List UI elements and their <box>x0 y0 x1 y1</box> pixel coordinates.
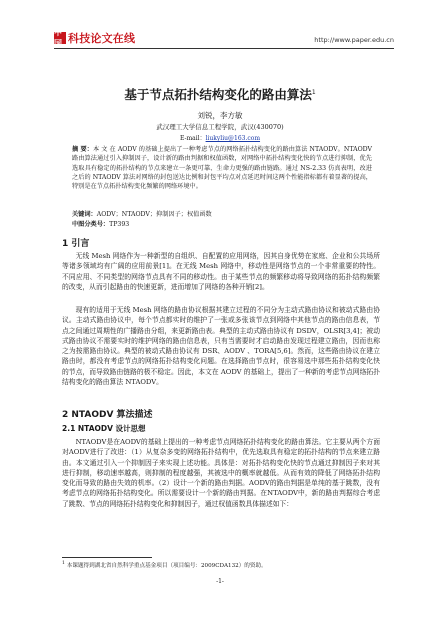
footnote-text: 本课题得到湖北省自然科学重点基金项目（项目编号：2009CDA132）的资助。 <box>66 563 267 569</box>
section-heading-intro: 1 引言 <box>62 239 90 249</box>
clc-label: 中图分类号： <box>72 221 110 228</box>
paper-title <box>0 85 440 103</box>
email-label: E-mail： <box>179 135 206 142</box>
logo-text: 科技论文在线 <box>68 32 136 45</box>
design-paragraph: NTAODV是在AODV的基础上提出的一种考虑节点网络拓扑结构变化的路由算法。它主要从两个方面对AODV进行了改进：（1）从复杂多变的网络拓扑结构中，优先选取具有稳定的拓扑结构的节点来建立路由。本文通过引入一个抑制因子来实现上述功能。具体是：对拓扑结构变化快的节点通过抑制因子来对其进行抑制，移动速率越高，则抑制的程度越强，其被选中的概率就越低。从而有效的降低了网络拓扑结构变化而导致的路由失效的机率。（2）设计一个新的路由判据。AODV的路由判据是单纯的基于跳数，没有考虑节点的网络拓扑结构变化。所以需要设计一个新的路由判据。在NTAODV中，新的路由判据综合考虑了跳数、节点的网络拓扑结构变化和抑制因子，通过权值函数具体描述如下： <box>62 438 380 508</box>
intro-paragraph-2: 现有的适用于无线 Mesh 网络的路由协议根据其建立过程的不同分为主动式路由协议和被动式路由协议。主动式路由协议中，每个节点都实时的维护了一张或多张该节点到网络中其他节点的路由信息表，节点之间通过周期性的广播路由分组，来更新路由表。典型的主动式路由协议有 DSDV，OLSR[3,4]；被动式路由协议不需要实时的维护网络的路由信息表，只有当需要时才启动路由发现过程建立路由，因而也称之为按需路由协议。典型的被动式路由协议有 DSR、AODV 、TORA[5,6]。然而，这些路由协议在建立路由时，都没有考虑节点的网络拓扑结构变化问题。在选择路由节点时，很容易选中那些拓扑结构变化快的节点，而导致路由链路的极不稳定。因此，本文在 AODV 的基础上，提出了一种新的考虑节点网络拓扑结构变化的路由算法 NTAODV。 <box>62 306 380 387</box>
keywords-text: AODV；NTAODV；抑制因子；权值函数 <box>96 211 212 218</box>
footnote <box>62 561 380 569</box>
keywords-label: 关键词： <box>72 211 97 218</box>
classification <box>72 219 372 228</box>
header-divider <box>54 48 394 49</box>
logo-mark-icon: 中国 <box>54 32 66 44</box>
abstract-text: 本 文 在 AODV 的基础上提出了一种考虑节点的网络拓扑结构变化的路由算法 NTAODV。NTAODV 路由算法通过引入抑制因子，设计新的路由判据和权值函数，对网络中拓扑结构变化快的节点进行抑制，优先选取具有稳定的拓扑结构的节点来建立一条更可靠、生命力更强的路由链路。通过 NS-2.33 仿真表明，改进之后的 NTAODV 算法对网络的封包送达比例和封包平均点对点延迟时间这两个性能指标都有着显著的提高，特别是在节点拓扑结构变化频繁的网络环境中。 <box>72 146 373 191</box>
abstract-label: 摘 要： <box>72 146 93 153</box>
email-line <box>0 133 440 142</box>
page-number: -1- <box>216 578 224 585</box>
journal-header <box>54 30 394 46</box>
journal-url[interactable]: http://www.paper.edu.cn <box>314 36 394 44</box>
section-heading-algorithm: 2 NTAODV 算法描述 <box>62 410 153 420</box>
affiliation: 武汉理工大学信息工程学院，武汉(430070) <box>156 123 284 131</box>
footnote-mark: 1 <box>62 561 65 567</box>
keywords <box>72 209 372 218</box>
intro-paragraph-1: 无线 Mesh 网络作为一种新型的自组织、自配置的应用网络，因其自身优势在家庭、企业和公共场所等诸多领域均有广阔的应用前景[1]。在无线 Mesh 网络中，移动性是网络节点的一个非常重要的特性。不同应用、不同类型的网络节点具有不同的移动性。由于某些节点的频繁移动将导致网络的拓扑结构频繁的改变，从而引起路由的快速更新，进而增加了网络的各种开销[2]。 <box>62 252 380 291</box>
email-link[interactable]: liukyliu@163.com <box>205 135 261 142</box>
title-text: 基于节点拓扑结构变化的路由算法 <box>124 87 312 102</box>
abstract <box>72 145 372 191</box>
title-footnote-mark: 1 <box>311 88 316 96</box>
authors: 刘锐，李方敏 <box>197 111 243 120</box>
footnote-divider <box>62 557 152 558</box>
subsection-heading-design: 2.1 NTAODV 设计思想 <box>62 424 146 433</box>
clc-text: TP393 <box>109 221 130 228</box>
journal-logo <box>54 30 135 46</box>
